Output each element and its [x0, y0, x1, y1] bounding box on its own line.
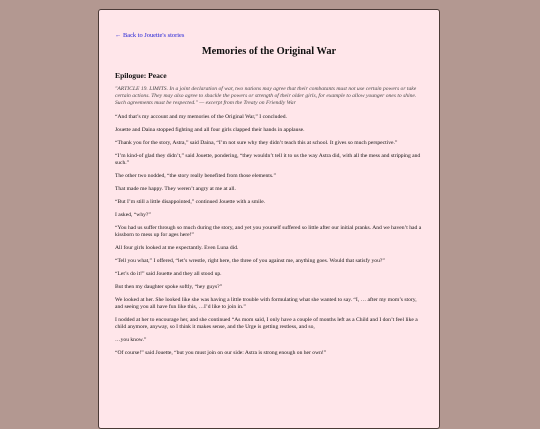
story-paragraph: …you know.” — [115, 337, 147, 343]
story-paragraph: “And that’s my account and my memories of the Original War,” I concluded. — [115, 114, 287, 120]
epigraph: "ARTICLE 19. LIMITS. In a joint declaration of war, two nations may agree that their combatants must not use certain powers or take certain actions. They may also agree to shackle the powers or strength of their older girls, for example to allow younger ones to shine. Such agreements must be respected." — excerpt from the Treaty on Friendly War — [115, 86, 417, 106]
story-paragraph: The other two nodded, “the story really benefited from those elements.” — [115, 173, 276, 179]
story-paragraph: But then my daughter spoke softly, “hey guys?” — [115, 284, 223, 290]
story-paragraph: “Let’s do it!” said Jouette and they all stood up. — [115, 271, 222, 277]
back-to-stories-link[interactable]: ← Back to Jouette's stories — [115, 32, 185, 39]
story-paragraph: All four girls looked at me expectantly. Even Luna did. — [115, 245, 239, 251]
story-paragraph: Jouette and Daina stopped fighting and all four girls clapped their hands in applause. — [115, 127, 305, 133]
story-paragraph: I asked, “why?” — [115, 212, 151, 218]
story-paragraph: “Of course!” said Jouette, “but you must join on our side: Astra is strong enough on her own!” — [115, 350, 327, 356]
chapter-heading: Epilogue: Peace — [115, 71, 167, 80]
story-paragraph: That made me happy. They weren’t angry at me at all. — [115, 186, 236, 192]
story-paragraph: “But I’m still a little disappointed,” continued Jouette with a smile. — [115, 199, 266, 205]
story-paragraph: “Tell you what,” I offered, “let’s wrestle, right here, the three of you against me, anything goes. Would that satisfy you?” — [115, 258, 385, 264]
story-title: Memories of the Original War — [201, 46, 337, 57]
story-paragraph: “I’m kind-of glad they didn’t,” said Jouette, pondering, “they wouldn’t tell it to us the way Astra did, with all the mess and stripping and such.” — [115, 153, 421, 166]
story-paragraph: “Thank you for the story, Astra,” said Daina, “I’m not sure why they didn’t teach this at school. It gives so much perspective.” — [115, 140, 398, 146]
story-paragraph: I nodded at her to encourage her, and she continued “As mom said, I only have a couple of months left as a Child and I don’t feel like a child anymore, anyway, so I think it makes sense, and the Urge is getting restless, and so, — [115, 317, 418, 330]
story-paragraph: We looked at her. She looked like she was having a little trouble with formulating what she wanted to say. “I, … after my mom’s story, and seeing you all have fun like this, …I’d like to join in.” — [115, 297, 417, 310]
story-page — [98, 9, 440, 429]
story-paragraph: “You had us suffer through so much during the story, and yet you yourself suffered so little after our initial pranks. And we haven’t had a kissborn to mess up for ages here!” — [115, 225, 422, 238]
